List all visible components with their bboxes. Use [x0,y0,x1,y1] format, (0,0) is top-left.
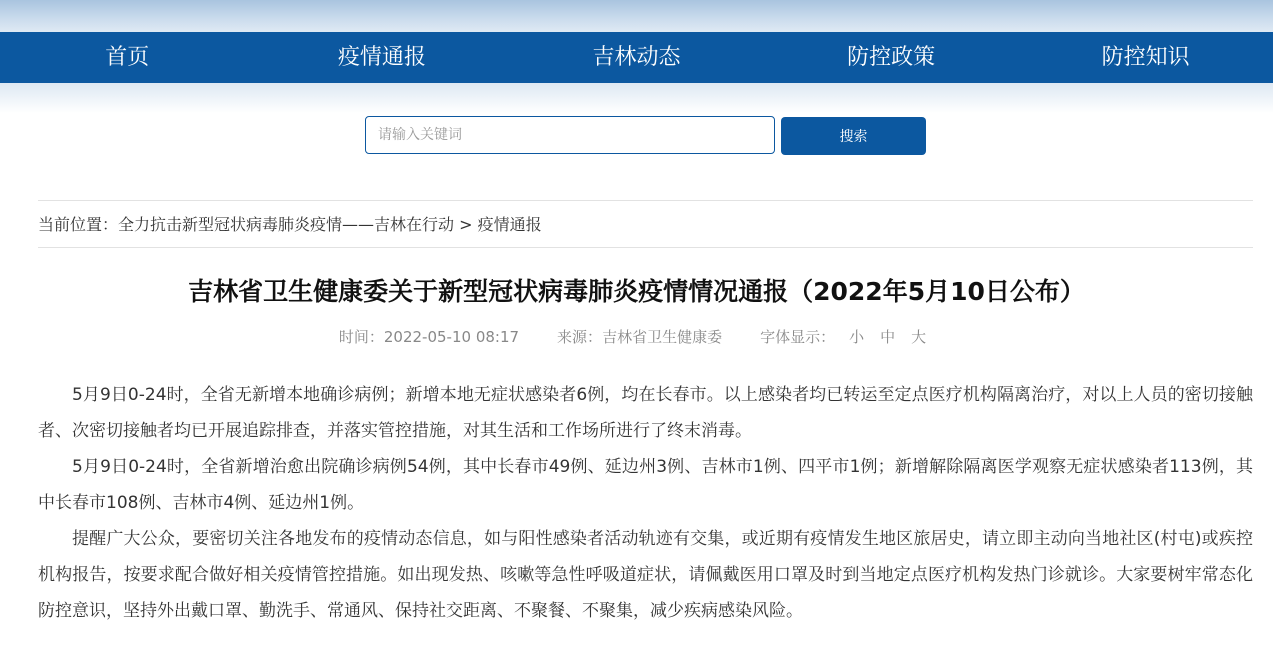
nav-item-prevention-policy[interactable]: 防控政策 [847,45,936,70]
nav-item-home[interactable]: 首页 [105,45,150,70]
breadcrumb-link-campaign[interactable]: 全力抗击新型冠状病毒肺炎疫情——吉林在行动 [118,215,455,234]
publish-time: 2022-05-10 08:17 [383,328,520,346]
search-input[interactable] [365,116,775,154]
font-size-medium[interactable]: 中 [880,328,896,346]
font-size-large[interactable]: 大 [911,328,927,346]
article-paragraph: 5月9日0-24时，全省新增治愈出院确诊病例54例，其中长春市49例、延边州3例、吉林市1例、四平市1例；新增解除隔离医学观察无症状感染者113例，其中长春市108例、吉林市4例、延边州1例。 [38,457,1253,513]
article-title: 吉林省卫生健康委关于新型冠状病毒肺炎疫情情况通报（2022年5月10日公布） [188,277,1085,306]
divider-top [38,200,1253,201]
nav-item-prevention-knowledge[interactable]: 防控知识 [1101,45,1190,70]
font-size-label: 字体显示： [760,328,836,346]
source-label: 来源： [557,328,603,346]
nav-item-jilin-news[interactable]: 吉林动态 [592,45,681,70]
time-label: 时间： [338,328,384,346]
breadcrumb-separator: > [454,215,478,234]
nav-shadow [0,83,1273,113]
main-nav [0,32,1273,83]
article-source: 吉林省卫生健康委 [602,328,723,346]
article-paragraph: 5月9日0-24时，全省无新增本地确诊病例；新增本地无症状感染者6例，均在长春市。以上感染者均已转运至定点医疗机构隔离治疗，对以上人员的密切接触者、次密切接触者均已开展追踪排查，并落实管控措施，对其生活和工作场所进行了终末消毒。 [38,385,1253,441]
search-button[interactable]: 搜索 [781,117,926,155]
breadcrumb-link-epidemic-report[interactable]: 疫情通报 [477,215,542,234]
divider-bottom [38,247,1253,248]
breadcrumb [38,212,542,238]
article-paragraph: 提醒广大公众，要密切关注各地发布的疫情动态信息，如与阳性感染者活动轨迹有交集，或近期有疫情发生地区旅居史，请立即主动向当地社区(村屯)或疾控机构报告，按要求配合做好相关疫情管控措施。如出现发热、咳嗽等急性呼吸道症状，请佩戴医用口罩及时到当地定点医疗机构发热门诊就诊。大家要树牢常态化防控意识，坚持外出戴口罩、勤洗手、常通风、保持社交距离、不聚餐、不聚集，减少疾病感染风险。 [38,529,1253,621]
font-size-small[interactable]: 小 [849,328,865,346]
article-content [38,377,1253,629]
top-banner [0,0,1273,32]
nav-item-epidemic-report[interactable]: 疫情通报 [337,45,426,70]
breadcrumb-prefix: 当前位置： [38,215,119,234]
article-meta [0,326,1273,348]
